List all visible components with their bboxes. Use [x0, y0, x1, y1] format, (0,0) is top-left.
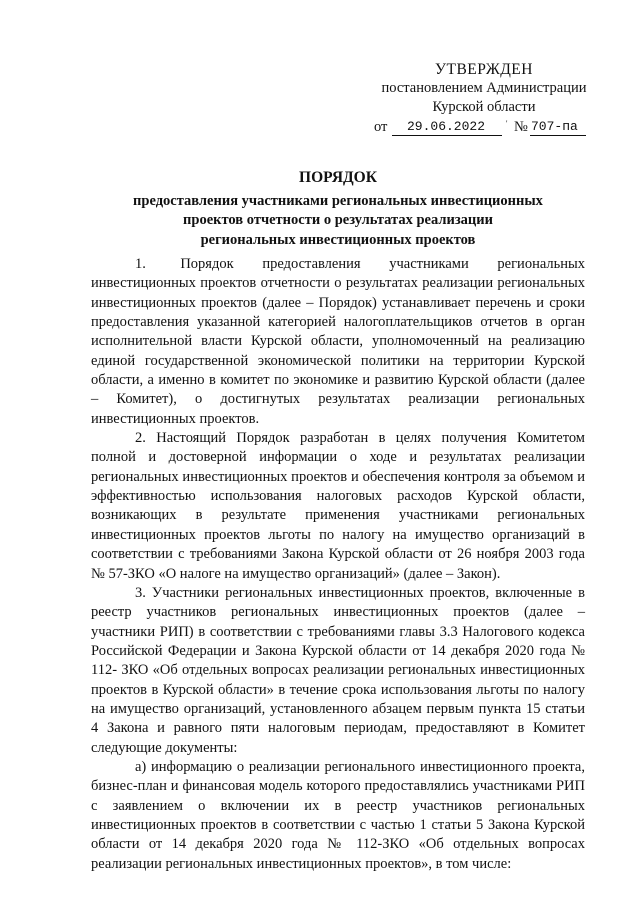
title-main: ПОРЯДОК — [299, 169, 377, 186]
number-underline — [530, 135, 586, 136]
title-line-1: предоставления участниками региональных инвестиционных — [133, 192, 543, 209]
approval-order-line — [368, 118, 600, 137]
approval-date: 29.06.2022 — [406, 119, 485, 134]
paragraph-2: 2. Настоящий Порядок разработан в целях получения Комитетом полной и достоверной информации о ходе и результатах реализации региональных инвестиционных проектов и обеспечения контроля за объемом и эффективностью использования налоговых расходов Курской области, возникающих в результате применения участниками региональных инвестиционных проектов льготы по налогу на имущество организаций в соответствии с требованиями Закона Курской области от 26 ноября 2003 года № 57-ЗКО «О налоге на имущество организаций» (далее – Закон). — [91, 430, 585, 582]
date-underline — [392, 135, 502, 136]
title-line-2: проектов отчетности о результатах реализации — [183, 212, 493, 228]
paragraph-3a: а) информацию о реализации регионального инвестиционного проекта, бизнес-план и финансовая модель которого предоставлялись участниками РИП с заявлением о включении их в реестр участников региональных инвестиционных проектов в соответствии с частью 1 статьи 5 Закона Курской области от 14 декабря 2020 года № 112-ЗКО «Об отдельных вопросах реализации региональных инвестиционных проектов», в том числе: — [91, 758, 585, 872]
approval-stamp — [368, 60, 600, 137]
paragraph-1: 1. Порядок предоставления участниками региональных инвестиционных проектов отчетности о результатах реализации региональных инвестиционных проектов (далее – Порядок) устанавливает перечень и сроки предоставления указанной категорией налогоплательщиков отчетов в орган исполнительной власти Курской области, уполномоченный на реализацию единой государственной экономической политики на территории Курской области, а именно в комитет по экономике и развитию Курской области (далее – Комитет), о достигнутых результатах реализации региональных инвестиционных проектов. — [91, 256, 593, 427]
document-body — [91, 255, 593, 874]
scan-mark: ' — [506, 119, 508, 128]
approval-line-1: постановлением Администрации — [381, 80, 587, 96]
paragraph-3: 3. Участники региональных инвестиционных проектов, включенные в реестр участников региональных инвестиционных проектов (далее – участники РИП) в соответствии с требованиями главы 3.3 Налогового кодекса Российской Федерации и Закона Курской области от 14 декабря 2020 года № 112- ЗКО «Об отдельных вопросах реализации региональных инвестиционных проектов в Курской области» в течение срока использования льготы по налогу на имущество организаций, установленного абзацем первым пункта 15 статьи 4 Закона и равного пяти налоговым периодам, предоставляют в Комитет следующие документы: — [91, 584, 585, 756]
document-title — [90, 168, 586, 250]
approval-from-label: от — [374, 119, 388, 135]
approval-number-label: № — [514, 119, 528, 135]
approval-line-2: Курской области — [432, 99, 536, 115]
title-line-3: региональных инвестиционных проектов — [200, 231, 476, 248]
approval-heading: УТВЕРЖДЕН — [435, 61, 533, 78]
approval-number: 707-па — [531, 119, 578, 134]
